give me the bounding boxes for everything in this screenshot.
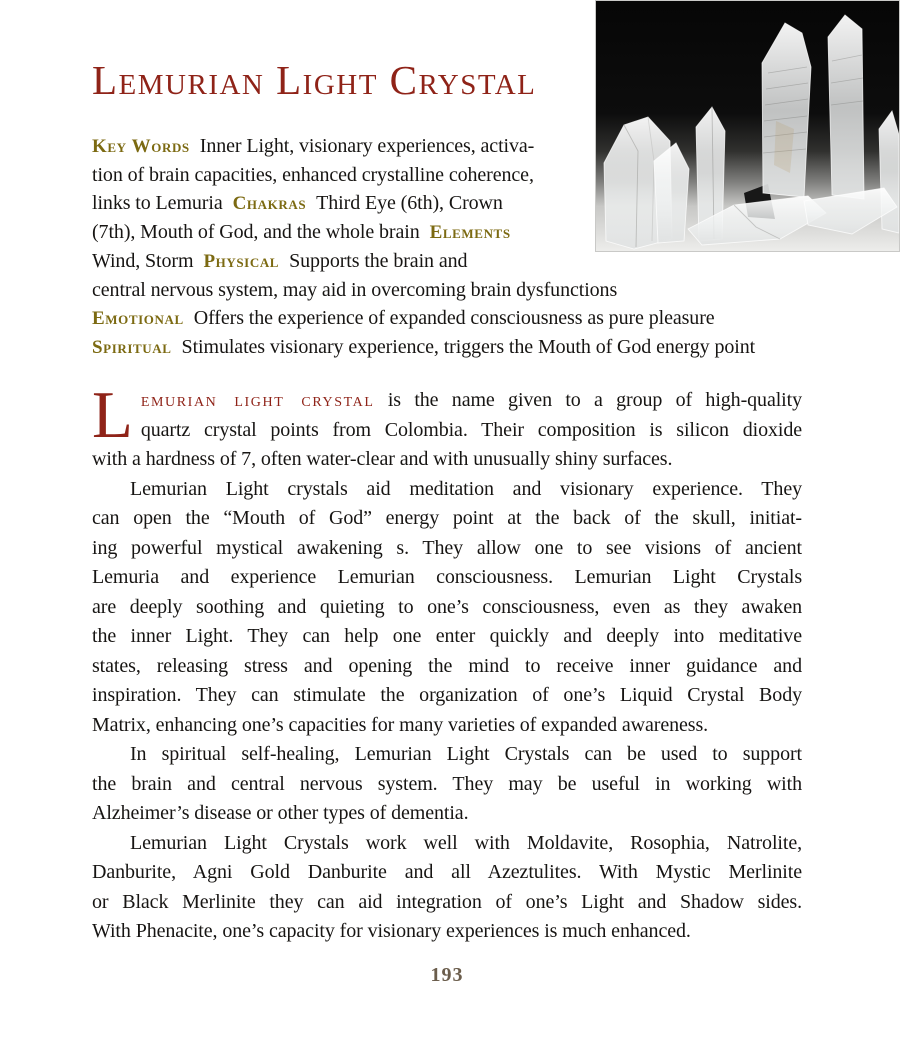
text-segment: inspiration. They can stimulate the organization of one’s Liquid Crystal Body (92, 684, 802, 706)
text-line (92, 563, 802, 593)
text-segment: In spiritual self-healing, Lemurian Light Crystals can be used to support (130, 743, 802, 765)
paragraph (92, 378, 802, 475)
keyword-category-label: Elements (429, 222, 511, 243)
text-line (92, 504, 802, 534)
keyword-line (92, 218, 808, 247)
text-segment: links to Lemuria (92, 192, 223, 214)
keyword-line (92, 132, 808, 161)
keywords-block (92, 132, 808, 362)
text-segment: Offers the experience of expanded consciousness as pure pleasure (193, 307, 715, 329)
text-line (92, 681, 802, 711)
text-segment: is the name given to a group of high-quality (374, 389, 802, 411)
text-line (92, 593, 802, 623)
text-segment: Lemuria and experience Lemurian consciousness. Lemurian Light Crystals (92, 566, 802, 588)
paragraph (92, 740, 802, 829)
text-segment: Danburite, Agni Gold Danburite and all Azeztulites. With Mystic Merlinite (92, 861, 802, 883)
text-line (92, 917, 802, 947)
drop-cap: L (92, 378, 133, 452)
text-line (92, 475, 802, 505)
keyword-line (92, 333, 808, 362)
page-number: 193 (430, 964, 464, 986)
article-body (92, 378, 802, 947)
text-segment: Third Eye (6th), Crown (316, 192, 503, 214)
text-line (92, 888, 802, 918)
text-line (92, 829, 802, 859)
paragraph (92, 475, 802, 741)
keyword-category-label: Physical (203, 251, 280, 272)
text-segment: Matrix, enhancing one’s capacities for many varieties of expanded awareness. (92, 713, 709, 736)
keyword-line (92, 189, 808, 218)
text-line (92, 445, 802, 475)
text-line (92, 622, 802, 652)
keyword-category-label: Emotional (92, 308, 184, 329)
text-segment: quartz crystal points from Colombia. Their composition is silicon dioxide (140, 418, 802, 441)
keyword-line (92, 247, 808, 276)
text-segment: with a hardness of 7, often water-clear and with unusually shiny surfaces. (92, 448, 673, 470)
text-segment: Supports the brain and (289, 250, 468, 272)
text-segment: the brain and central nervous system. They may be useful in working with (92, 772, 802, 795)
text-line (92, 770, 802, 800)
text-segment: Wind, Storm (92, 250, 194, 272)
text-line (92, 534, 802, 564)
text-segment: are deeply soothing and quieting to one’s consciousness, even as they awaken (92, 595, 802, 618)
text-segment: (7th), Mouth of God, and the whole brain (92, 221, 420, 243)
keyword-line (92, 276, 808, 304)
text-segment: states, releasing stress and opening the mind to receive inner guidance and (92, 654, 802, 677)
text-segment: can open the “Mouth of God” energy point at the back of the skull, initiat- (92, 507, 802, 529)
text-segment: tion of brain capacities, enhanced crystalline coherence, (92, 164, 534, 186)
keyword-category-label: Spiritual (92, 337, 172, 358)
text-line (92, 652, 802, 682)
text-segment: Alzheimer’s disease or other types of dementia. (92, 802, 469, 824)
text-line (92, 386, 802, 416)
text-line (92, 740, 802, 770)
paragraph (92, 829, 802, 947)
text-line (92, 858, 802, 888)
text-line (92, 711, 802, 741)
text-segment: Stimulates visionary experience, triggers the Mouth of God energy point (181, 336, 756, 358)
text-segment: Lemurian Light Crystals work well with Moldavite, Rosophia, Natrolite, (130, 831, 802, 854)
text-segment: the inner Light. They can help one enter quickly and deeply into meditative (92, 625, 802, 647)
text-line (92, 799, 802, 829)
text-segment: ing powerful mystical awakening s. They allow one to see visions of ancient (92, 536, 802, 559)
keyword-line (92, 161, 808, 189)
text-line (92, 416, 802, 446)
crystal-name-smallcaps: emurian light crystal (140, 389, 375, 411)
text-segment: Lemurian Light crystals aid meditation and visionary experience. They (130, 477, 802, 500)
text-segment: central nervous system, may aid in overcoming brain dysfunctions (92, 279, 618, 301)
text-segment: Inner Light, visionary experiences, activa- (199, 135, 535, 157)
keyword-category-label: Key Words (92, 136, 190, 157)
keyword-category-label: Chakras (232, 193, 307, 214)
text-segment: or Black Merlinite they can aid integration of one’s Light and Shadow sides. (92, 890, 802, 913)
keyword-line (92, 304, 808, 333)
page-title: Lemurian Light Crystal (92, 57, 537, 103)
text-segment: With Phenacite, one’s capacity for visionary experiences is much enhanced. (92, 920, 691, 942)
